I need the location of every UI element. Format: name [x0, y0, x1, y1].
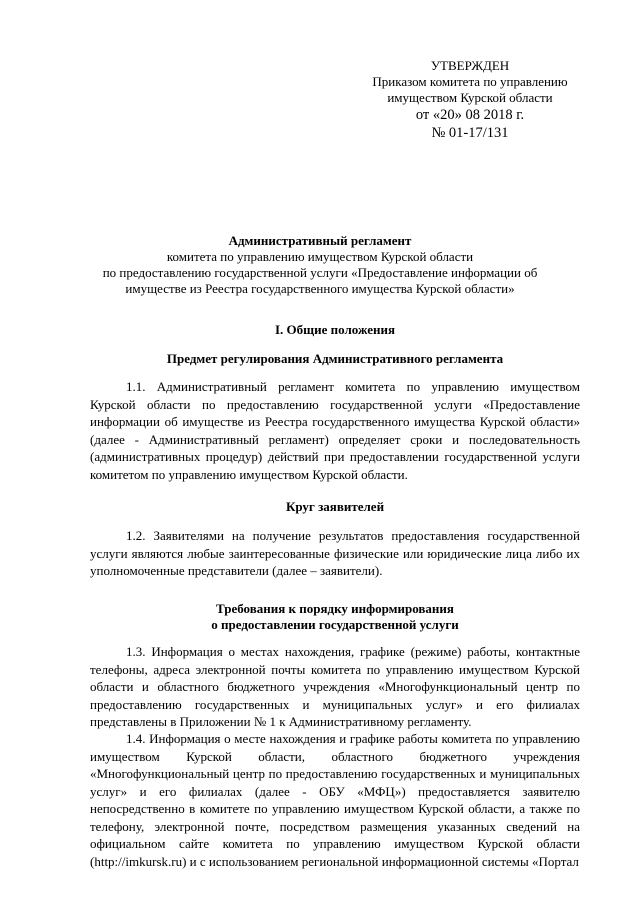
document-title	[90, 233, 550, 297]
approval-title: УТВЕРЖДЕН	[430, 58, 510, 73]
paragraph-text: 1.2. Заявителями на получение результатов предоставления государственной услуги являются любые заинтересованные физические или юридические лица либо их уполномоченные представители (далее – заявители).	[90, 528, 580, 578]
title-line: комитета по управлению имуществом Курской области	[166, 249, 474, 264]
subsection-heading: Предмет регулирования Административного регламента	[166, 351, 504, 366]
title-heading: Административный регламент	[228, 233, 412, 248]
paragraph-1-4	[90, 730, 580, 870]
paragraph-1-1	[90, 378, 580, 483]
paragraph-text: 1.1. Административный регламент комитета по управлению имуществом Курской области по предоставлению государственной услуги «Предоставление информации об имуществе из Реестра государственного имущества Курской области» (далее - Административный регламент) определяет сроки и последовательность (административных процедур) действий при предоставлении государственной услуги комитетом по управлению имуществом Курской области.	[90, 379, 580, 482]
subsection-heading: Требования к порядку информирования	[216, 601, 454, 616]
paragraph-1-3	[90, 643, 580, 731]
approval-committee: имуществом Курской области	[387, 90, 553, 105]
approval-stamp	[360, 58, 580, 142]
paragraph-1-2	[90, 527, 580, 580]
approval-number: № 01-17/131	[431, 125, 509, 141]
title-line: по предоставлению государственной услуги «Предоставление информации об	[102, 265, 538, 280]
approval-date: от «20» 08 2018 г.	[415, 107, 525, 123]
approval-order: Приказом комитета по управлению	[372, 74, 568, 89]
paragraph-text: 1.4. Информация о месте нахождения и графике работы комитета по управлению имуществом Курской области, областного бюджетного учреждения «Многофункциональный центр по предоставлению государственных и муниципальных услуг» и его филиалах (далее - ОБУ «МФЦ») предоставляется заявителю непосредственно в комитете по управлению имуществом Курской области, а также по телефону, электронной почте, посредством размещения указанных сведений на официальном сайте комитета по управлению имуществом Курской области (http://imkursk.ru) и с использованием региональной информационной системы «Портал	[90, 731, 580, 869]
subsection-heading: Круг заявителей	[285, 499, 385, 514]
paragraph-text: 1.3. Информация о местах нахождения, графике (режиме) работы, контактные телефоны, адреса электронной почты комитета по управлению имуществом Курской области и областного бюджетного учреждения «Многофункциональный центр по предоставлению государственных и муниципальных услуг» и его филиалах представлены в Приложении № 1 к Административному регламенту.	[90, 644, 580, 729]
section-heading: I. Общие положения	[275, 322, 395, 337]
subsection-heading: о предоставлении государственной услуги	[211, 617, 459, 632]
title-line: имуществе из Реестра государственного имущества Курской области»	[125, 281, 515, 296]
